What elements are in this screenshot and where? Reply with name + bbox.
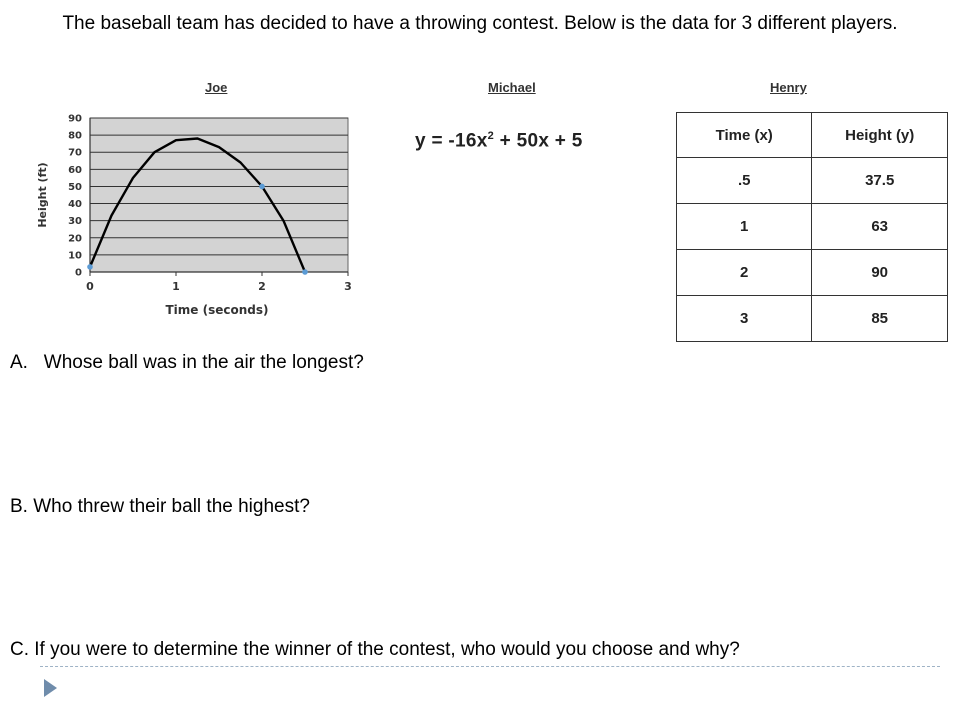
x-tick-label: 2 [258,280,266,293]
table-cell-height: 85 [812,296,948,342]
michael-equation [415,130,583,152]
y-axis-label: Height (ft) [36,162,49,228]
footer-divider [40,666,940,667]
y-tick-label: 20 [68,233,82,245]
henry-heading: Henry [770,80,807,95]
data-point [87,264,93,270]
x-tick-label: 0 [86,280,94,293]
y-tick-label: 40 [68,199,82,211]
data-point [259,184,265,190]
y-tick-label: 60 [68,164,82,176]
y-tick-label: 70 [68,147,82,159]
joe-height-chart [30,100,370,325]
table-cell-time: 2 [677,250,812,296]
table-row [677,296,948,342]
formula-exponent: 2 [487,130,495,142]
table-row [677,158,948,204]
y-tick-label: 10 [68,250,82,262]
table-header-time: Time (x) [677,113,812,158]
x-tick-label: 1 [172,280,180,293]
table-header-row [677,113,948,158]
table-cell-height: 37.5 [812,158,948,204]
y-tick-label: 90 [68,113,82,125]
plot-area [90,118,348,272]
table-row [677,250,948,296]
y-tick-label: 50 [68,181,82,193]
data-point [302,269,308,275]
joe-heading: Joe [205,80,228,95]
y-tick-label: 0 [75,267,82,279]
question-a-letter: A. [10,352,28,373]
table-row [677,204,948,250]
y-tick-label: 80 [68,130,82,142]
intro-text: The baseball team has decided to have a throwing contest. Below is the data for 3 different players. [62,13,898,34]
slide-bullet-arrow-icon [44,679,57,697]
table-cell-time: .5 [677,158,812,204]
henry-data-table [676,112,948,342]
table-cell-height: 90 [812,250,948,296]
question-c: C. If you were to determine the winner of the contest, who would you choose and why? [10,639,740,660]
question-a-text: Whose ball was in the air the longest? [43,352,364,373]
michael-heading: Michael [488,80,536,95]
y-tick-label: 30 [68,216,82,228]
formula-suffix: + 50x + 5 [494,130,583,152]
table-cell-height: 63 [812,204,948,250]
table-cell-time: 3 [677,296,812,342]
question-a [10,351,364,375]
question-b: B. Who threw their ball the highest? [10,496,310,517]
x-axis-label: Time (seconds) [165,303,269,317]
table-cell-time: 1 [677,204,812,250]
table-header-height: Height (y) [812,113,948,158]
formula-prefix: y = -16x [415,130,488,152]
x-tick-label: 3 [344,280,352,293]
